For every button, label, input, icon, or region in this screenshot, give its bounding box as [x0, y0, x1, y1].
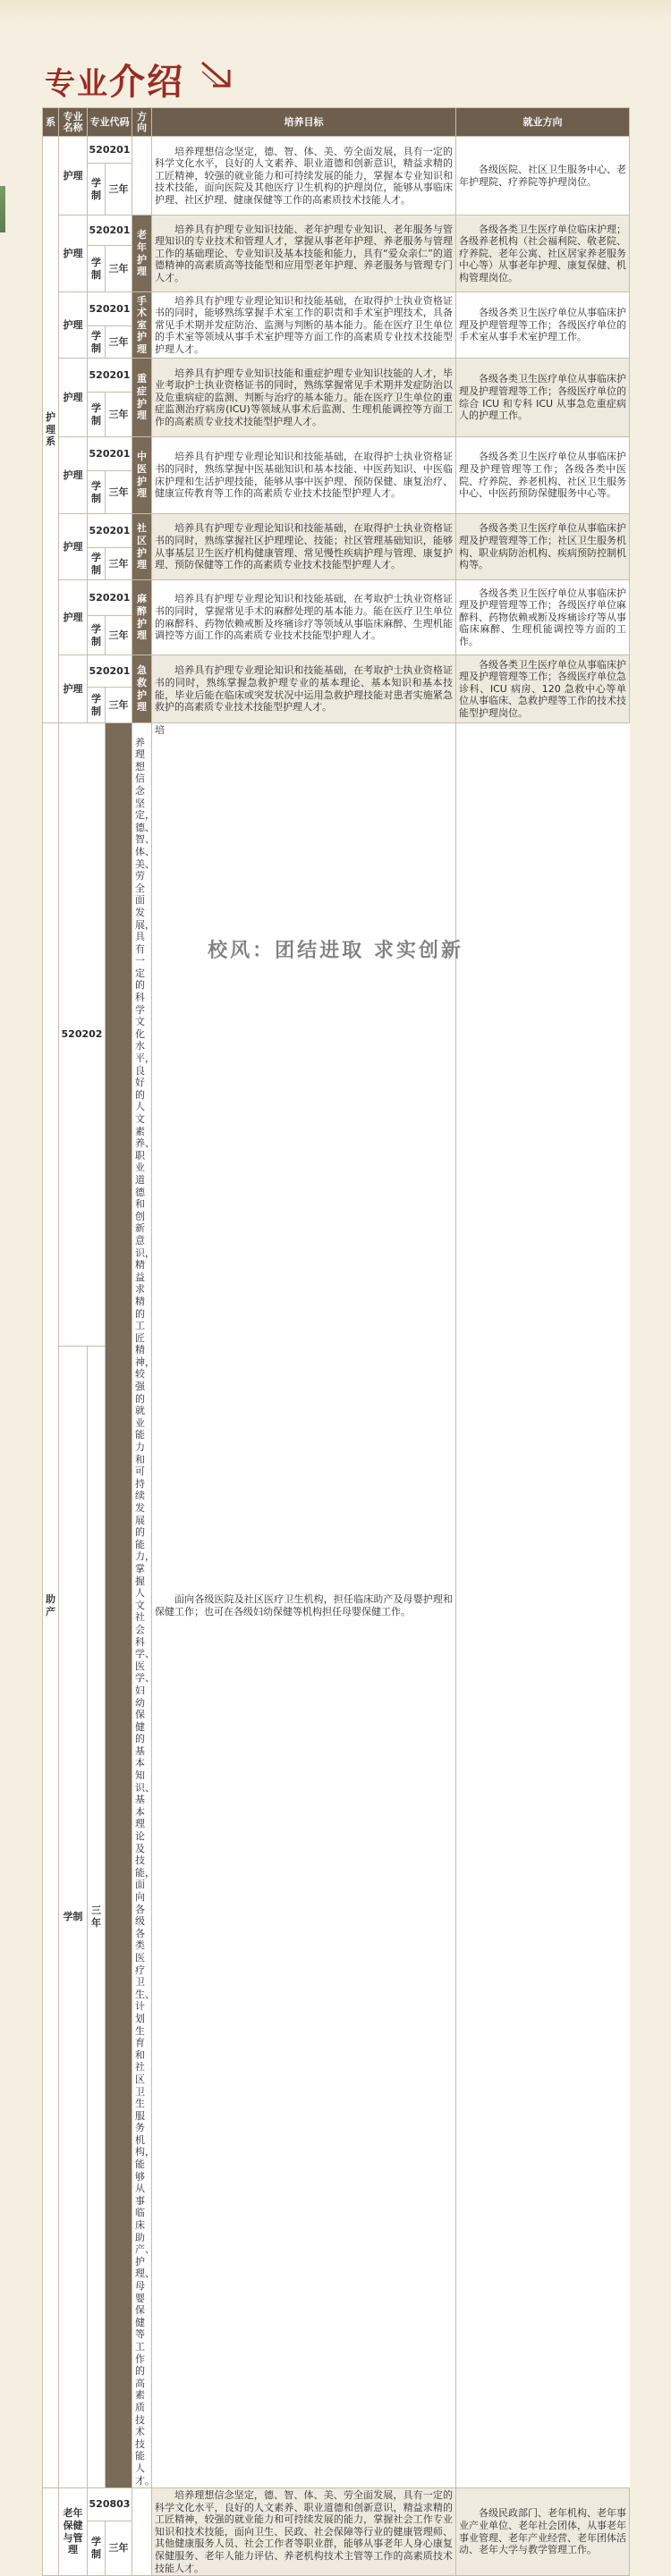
major-direction: 中医护理: [132, 437, 152, 514]
system-label: 学制: [59, 1346, 88, 2487]
major-goal: 培养具有护理专业理论知识和技能基础，在取得护士执业资格证书的同时，熟练掌握中医基础知识和基本技能、中医药知识、中医临床护理和生活护理技能，能够从事中医护理、预防保健、康复治疗、健康宣传教育等工作的高素质专业技术技能型护理人才。: [152, 437, 456, 514]
major-years: 三年: [106, 326, 132, 359]
major-name: 护理: [59, 215, 88, 292]
major-years: 三年: [106, 548, 132, 580]
major-employment: 各级各类卫生医疗单位从事临床护理及护理管理等工作；各级医疗单位的综合 ICU 和专科 ICU 从事急危重症病人的护理工作。: [456, 359, 630, 437]
system-label: 学制: [88, 2521, 106, 2575]
major-code: 520201: [88, 655, 132, 688]
major-code: 520201: [88, 437, 132, 471]
major-employment: 各级各类卫生医疗单位从事临床护理及护理管理等工作；各级医疗单位的手术室从事手术室护理工作。: [456, 292, 630, 359]
table-row: [43, 215, 630, 246]
major-code: 520201: [88, 292, 132, 326]
major-employment: 各级各类卫生医疗单位从事临床护理及护理管理等工作；各级各类中医院、疗养院、养老机构、社区卫生服务中心、中医药预防保健服务中心等。: [456, 437, 630, 514]
major-employment: 各级各类卫生医疗单位临床护理；各级养老机构（社会福利院、敬老院、疗养院、老年公寓、社区居家养老服务中心等）从事老年护理、康复保健、机构管理岗位。: [456, 215, 630, 292]
major-code: 520201: [88, 359, 132, 393]
header-code: 专业代码: [88, 108, 132, 137]
page-title: [45, 54, 184, 105]
major-name: 助产: [43, 723, 59, 2488]
major-goal: 培养具有护理专业知识技能和重症护理专业知识技能的人才，毕业考取护士执业资格证书的同时，熟练掌握常见手术期并发症防治以及危重病症的监测、判断与治疗的基本能力。能在医疗卫生单位的重症监测治疗病房(ICU)等领域从事术后监测、生理机能调控等方面工作的高素质专业技术技能型护理人才。: [152, 359, 456, 437]
major-years: 三年: [106, 164, 132, 215]
major-goal: 培养具有护理专业知识技能、老年护理专业知识、老年服务与管理知识的专业技术和管理人才，掌握从事老年护理、养老服务与管理工作的基础理论、专业知识及基本技能和能力，具有“爱众亲仁”的道德精神的高素质高等技能型和应用型老年护理、养老服务与管理专门人才。: [152, 215, 456, 292]
system-label: 学制: [88, 616, 106, 655]
major-code: 520202: [59, 723, 106, 1347]
system-label: 学制: [88, 393, 106, 437]
table-row: [43, 514, 630, 548]
top-strip: [0, 0, 671, 25]
table-row: [43, 137, 630, 164]
page-title-part2: 介绍: [109, 61, 184, 103]
majors-table: [42, 107, 630, 2576]
major-years: 三年: [106, 393, 132, 437]
arrow-deco-icon: [199, 59, 234, 89]
major-name: 护理: [59, 292, 88, 359]
major-goal: 培养具有护理专业理论知识和技能基础，在考取护士执业资格证书的同时，熟练掌握急救护理专业的基本理论、基本知识和基本技能，毕业后能在临床或突发状况中运用急救护理技能对患者实施紧急救护的高素质专业技术技能型护理人才。: [152, 655, 456, 723]
major-employment: 各级医院、社区卫生服务中心、老年护理院、疗养院等护理岗位。: [456, 137, 630, 215]
table-row: [43, 723, 630, 1347]
header-goal: 培养目标: [152, 108, 456, 137]
page-title-part1: 专业: [45, 66, 109, 102]
major-employment: 各级各类卫生医疗单位从事临床护理及护理管理等工作；社区卫生服务机构、职业病防治机构、疾病预防控制机构等。: [456, 514, 630, 580]
major-direction: [132, 2488, 152, 2576]
table-row: [43, 437, 630, 471]
major-direction: 手术室护理: [132, 292, 152, 359]
major-code: 520201: [88, 514, 132, 548]
major-goal: 培养理想信念坚定，德、智、体、美、劳全面发展，具有一定的科学文化水平，良好的人文素养、职业道德和创新意识，精益求精的工匠精神，较强的就业能力和可持续发展的能力，掌握社会工作专业知识和技术技能，面向卫生、民政、社会保障等行业的健康管理师、其他健康服务人员、社会工作者等职业群，能够从事老年人身心康复保健服务、老年人能力评估、养老机构技术主管等工作的高素质技术技能人才。: [152, 2488, 456, 2576]
major-direction: [106, 723, 132, 2488]
major-name: 护理: [59, 514, 88, 580]
major-years: 三年: [106, 2521, 132, 2575]
header-employment: 就业方向: [456, 108, 630, 137]
major-name: 护理: [59, 137, 88, 215]
major-direction: [132, 137, 152, 215]
major-goal: 培养理想信念坚定，德、智、体、美、劳全面发展，具有一定的科学文化水平，良好的人文素养、职业道德和创新意识，精益求精的工匠精神，较强的就业能力和可持续发展的能力，掌握本专业知识和技术技能，面向医院及其他医疗卫生机构的护理岗位，能够从事临床护理、社区护理、健康保健等工作的高素质技术技能人才。: [152, 137, 456, 215]
major-name: 护理: [59, 437, 88, 514]
major-direction: 社区护理: [132, 514, 152, 580]
table-row: [43, 359, 630, 393]
major-code: 520201: [88, 580, 132, 616]
major-years: 三年: [106, 471, 132, 514]
major-years: 三年: [106, 688, 132, 723]
system-label: 学制: [88, 326, 106, 359]
table-row: [43, 2488, 630, 2521]
school-motto: 校风：团结进取 求实创新: [208, 940, 463, 962]
header-dept: 系: [43, 108, 59, 137]
major-years: 三年: [106, 616, 132, 655]
major-direction: 重症护理: [132, 359, 152, 437]
major-name: 护理: [59, 580, 88, 655]
system-label: 学制: [88, 688, 106, 723]
dept-cell: 护理系: [43, 137, 59, 723]
header-direction: 方向: [132, 108, 152, 137]
major-name: 护理: [59, 359, 88, 437]
major-goal: 培养具有护理专业理论知识和技能基础，在考取护士执业资格证书的同时，掌握常见手术的麻醉处理的基本能力。能在医疗卫生单位的麻醉科、药物依赖戒断及疼痛诊疗等领域从事临床麻醉、生理机能调控等方面工作的高素质专业技术技能型护理人才。: [152, 580, 456, 655]
major-goal: 培养具有护理专业理论知识和技能基础，在取得护士执业资格证书的同时，能够熟练掌握手术室工作的职责和手术室护理技术，具备常见手术期并发症防治、监测与判断的基本能力。能在医疗卫生单位的手术室等领域从事手术室护理等方面工作的高素质专业技术技能型护理人才。: [152, 292, 456, 359]
major-years: 三年: [106, 246, 132, 292]
major-years: 三年: [88, 1346, 106, 2487]
major-direction: 急救护理: [132, 655, 152, 723]
major-goal: 培养具有护理专业理论知识和技能基础，在取得护士执业资格证书的同时，熟练掌握社区护理理论、技能；社区管理基础知识，能够从事基层卫生医疗机构健康管理、常见慢性疾病护理与管理、康复护理、预防保健等工作的高素质专业技术技能型护理人才。: [152, 514, 456, 580]
table-row: [43, 292, 630, 326]
system-label: 学制: [88, 164, 106, 215]
side-photo-edge: [0, 186, 5, 232]
table-header-row: [43, 108, 630, 137]
major-employment: 面向各级医院及社区医疗卫生机构，担任临床助产及母婴护理和保健工作；也可在各级妇幼保健等机构担任母婴保健工作。: [152, 723, 456, 2488]
header-name: 专业名称: [59, 108, 88, 137]
system-label: 学制: [88, 471, 106, 514]
major-code: 520201: [88, 215, 132, 246]
major-name: 护理: [59, 655, 88, 723]
major-direction: 麻醉护理: [132, 580, 152, 655]
major-code: 520803: [88, 2488, 132, 2521]
major-code: 520201: [88, 137, 132, 164]
major-employment: 各级各类卫生医疗单位从事临床护理及护理管理等工作；各级医疗单位麻醉科、药物依赖戒断及疼痛诊疗等从事临床麻醉、生理机能调控等方面的工作。: [456, 580, 630, 655]
major-employment: 各级各类卫生医疗单位从事临床护理及护理管理等工作；各级医疗单位急诊科、ICU 病房、120 急救中心等单位从事临床、急救护理等工作的技术技能型护理岗位。: [456, 655, 630, 723]
system-label: 学制: [88, 548, 106, 580]
major-employment: 各级民政部门、老年机构、老年事业产业单位、老年社会团体，从事老年事业管理、老年产业经营、老年团体活动、老年大学与教学管理工作。: [456, 2488, 630, 2576]
major-direction: 老年护理: [132, 215, 152, 292]
major-name: 老年保健与管理: [59, 2488, 88, 2576]
major-goal: 培养理想信念坚定，德、智、体、美、劳全面发展，具有一定的科学文化水平，良好的人文素养、职业道德和创新意识，精益求精的工匠精神，较强的就业能力和可持续发展的能力，掌握人文社会科学、医学、妇幼保健的基本知识、基本理论及技能，面向各级各类医疗卫生、计划生育和社区卫生服务机构，能够从事临床助产、护理、母婴保健等工作的高素质技术技能人才。: [132, 723, 152, 2488]
system-label: 学制: [88, 246, 106, 292]
table-row: [43, 580, 630, 616]
dept-cell-empty: [43, 2488, 59, 2576]
table-row: [43, 655, 630, 688]
